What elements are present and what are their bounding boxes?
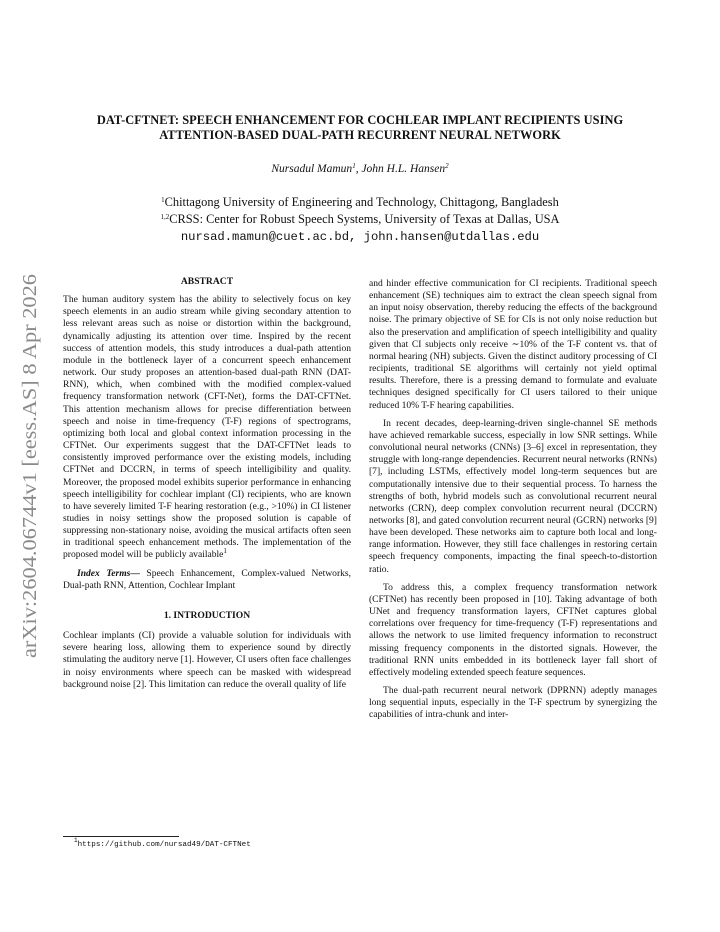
abstract-footnote-mark: 1: [223, 547, 227, 556]
affiliation-1: [60, 195, 660, 210]
author-1-affil: 1: [352, 162, 356, 170]
affiliation-1-mark: 1: [161, 196, 165, 204]
footnote-url[interactable]: https://github.com/nursad49/DAT-CFTNet: [77, 841, 251, 849]
author-1: Nursadul Mamun: [271, 163, 353, 175]
author-list: [60, 163, 660, 175]
title-line-2: ATTENTION-BASED DUAL-PATH RECURRENT NEURAL NETWORK: [159, 128, 561, 142]
abstract-text: The human auditory system has the ability to selectively focus on key speech elements in an audio stream while giving secondary attention to less relevant areas such as noise or distortion within the background, dynamically adjusting its attention over time. Inspired by the recent success of attention models, this study introduces a dual-path attention module in the bottleneck layer of a concurrent speech enhancement network. Our study proposes an attention-based dual-path RNN (DAT-RNN), which, when combined with the modified complex-valued frequency transformation network (CFT-Net), forms the DAT-CFTNet. This attention mechanism allows for precise differentiation between speech and noise in time-frequency (T-F) regions of spectrograms, optimizing both local and global context information processing in the CFTNet. Our experiments suggest that the DAT-CFTNet leads to consistently improved performance over the existing models, including CFTNet and DCCRN, in terms of speech intelligibility and quality. Moreover, the proposed model exhibits superior performance in enhancing speech intelligibility for cochlear implant (CI) recipients, who are known to have severely limited T-F hearing restoration (e.g., >10%) in CI listener studies in noisy settings show the proposed solution is capable of suppressing non-stationary noise, avoiding the musical artifacts often seen in traditional speech enhancement methods. The implementation of the proposed model will be publicly available: [63, 294, 351, 561]
index-terms-text: Speech Enhancement, Complex-valued Networks, Dual-path RNN, Attention, Cochlear Implant: [63, 567, 352, 591]
author-separator: ,: [355, 163, 362, 175]
author-2-affil: 2: [445, 162, 449, 170]
intro-paragraph-1: Cochlear implants (CI) provide a valuable solution for individuals with severe hearing loss, allowing them to experience sound by directly stimulating the auditory nerve [1]. However, CI users often face challenges in noisy environments where speech can be masked with widespread background noise [2]. This limitation can reduce the overall quality of life: [63, 630, 351, 690]
left-column: [63, 276, 351, 691]
index-terms: [63, 568, 351, 592]
intro-paragraph-3: In recent decades, deep-learning-driven single-channel SE methods have achieved remarkable success, especially in low SNR settings. While convolutional neural networks (CNNs) [3–6] excel in representation, they struggle with long-range dependencies. Recurrent neural networks (RNNs) [7], including LSTMs, effectively model long-term sequences but are computationally intensive due to their sequential process. To harness the strengths of both, hybrid models such as convolutional recurrent neural networks (CRN), deep complex convolution recurrent neural (DCCRN) networks [8], and gated convolution recurrent neural (GCRN) networks [9] have been developed. These networks aim to capture both local and long-range information. However, they still face challenges in restoring certain speech frequency components, impacting the final speech-to-distortion ratio.: [369, 417, 657, 575]
title-line-1: DAT-CFTNET: SPEECH ENHANCEMENT FOR COCHLEAR IMPLANT RECIPIENTS USING: [96, 113, 624, 127]
abstract-paragraph: [63, 294, 351, 561]
arxiv-identifier: [6, 270, 46, 660]
footnote-mark: 1: [74, 837, 78, 844]
footnote-rule: [63, 836, 179, 837]
right-column: [369, 278, 657, 721]
intro-paragraph-5: The dual-path recurrent neural network (DPRNN) adeptly manages long sequential inputs, especially in the T-F spectrum by synergizing the capabilities of intra-chunk and inter-: [369, 685, 657, 721]
index-terms-label: Index Terms—: [77, 567, 140, 579]
author-2: John H.L. Hansen: [361, 163, 446, 175]
author-emails: nursad.mamun@cuet.ac.bd, john.hansen@utdallas.edu: [180, 230, 540, 244]
paper-title: [60, 113, 660, 143]
introduction-heading: 1. INTRODUCTION: [163, 609, 251, 621]
affiliation-2-text: CRSS: Center for Robust Speech Systems, University of Texas at Dallas, USA: [169, 212, 560, 226]
intro-paragraph-4: To address this, a complex frequency transformation network (CFTNet) has recently been proposed in [10]. Taking advantage of both UNet and frequency transformation layers, CFTNet captures global correlations over frequency for time-frequency (T-F) representations and allows the network to use limited frequency information to reconstruct missing frequency components in the distorted signals. However, the traditional RNN units embedded in its bottleneck layer fall short of effectively modeling extended speech feature sequences.: [369, 581, 657, 678]
affiliation-1-text: Chittagong University of Engineering and Technology, Chittagong, Bangladesh: [164, 195, 559, 209]
affiliation-2: [60, 212, 660, 227]
abstract-heading: ABSTRACT: [180, 276, 234, 287]
affiliation-2-mark: 1,2: [160, 213, 170, 221]
intro-paragraph-2: and hinder effective communication for CI recipients. Traditional speech enhancement (SE) techniques aim to extract the clean speech signal from an input noisy observation, thereby reducing the effects of the background noise. The primary objective of SE for CIs is not only noise reduction but also the preservation and amplification of speech intelligibility and quality given that CI subjects only receive ∼10% of the T-F content vs. that of normal hearing (NH) subjects. Given the distinct auditory processing of CI recipients, traditional SE algorithms will certainly not yield optimal results. Therefore, there is a pressing demand to formulate and evaluate techniques designed specifically for CI users tailored to their unique reduced 10% T-F hearing capabilities.: [369, 278, 657, 411]
footnote: [74, 837, 251, 849]
arxiv-id-text: arXiv:2604.06744v1 [eess.AS] 8 Apr 2026: [19, 306, 41, 658]
